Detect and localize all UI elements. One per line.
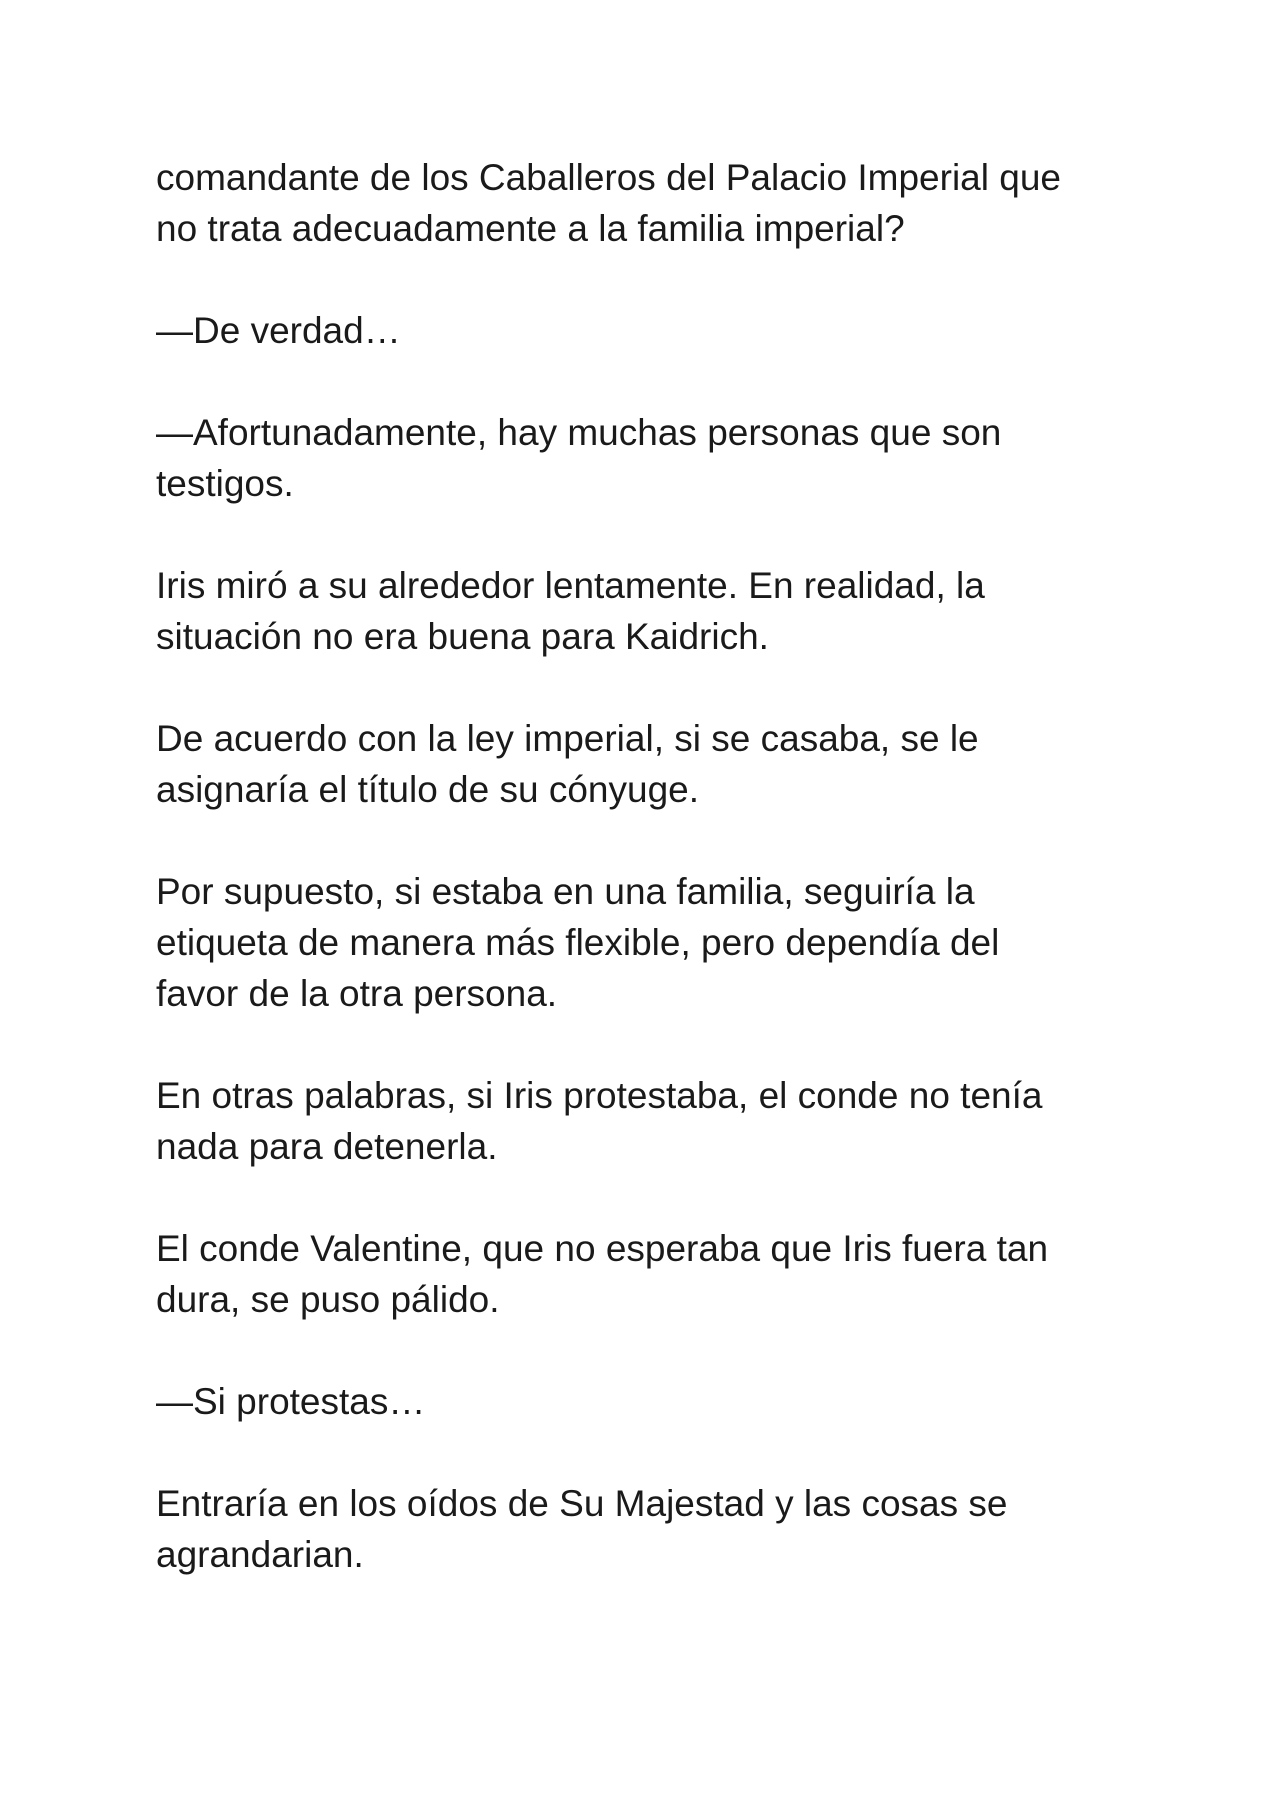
paragraph-5: De acuerdo con la ley imperial, si se casaba, se le asignaría el título de su cónyuge. xyxy=(156,718,979,810)
paragraph-3: —Afortunadamente, hay muchas personas que son testigos. xyxy=(156,412,1002,504)
paragraph-8: El conde Valentine, que no esperaba que Iris fuera tan dura, se puso pálido. xyxy=(156,1228,1049,1320)
paragraph-1: comandante de los Caballeros del Palacio Imperial que no trata adecuadamente a la familia imperial? xyxy=(156,157,1061,249)
paragraph-6: Por supuesto, si estaba en una familia, seguiría la etiqueta de manera más flexible, pero dependía del favor de la otra persona. xyxy=(156,871,1000,1014)
document-body xyxy=(156,152,1136,1631)
paragraph-7: En otras palabras, si Iris protestaba, el conde no tenía nada para detenerla. xyxy=(156,1075,1043,1167)
paragraph-2: —De verdad… xyxy=(156,310,401,351)
paragraph-4: Iris miró a su alrededor lentamente. En realidad, la situación no era buena para Kaidrich. xyxy=(156,565,985,657)
paragraph-10: Entraría en los oídos de Su Majestad y las cosas se agrandarian. xyxy=(156,1483,1008,1575)
paragraph-9: —Si protestas… xyxy=(156,1381,426,1422)
